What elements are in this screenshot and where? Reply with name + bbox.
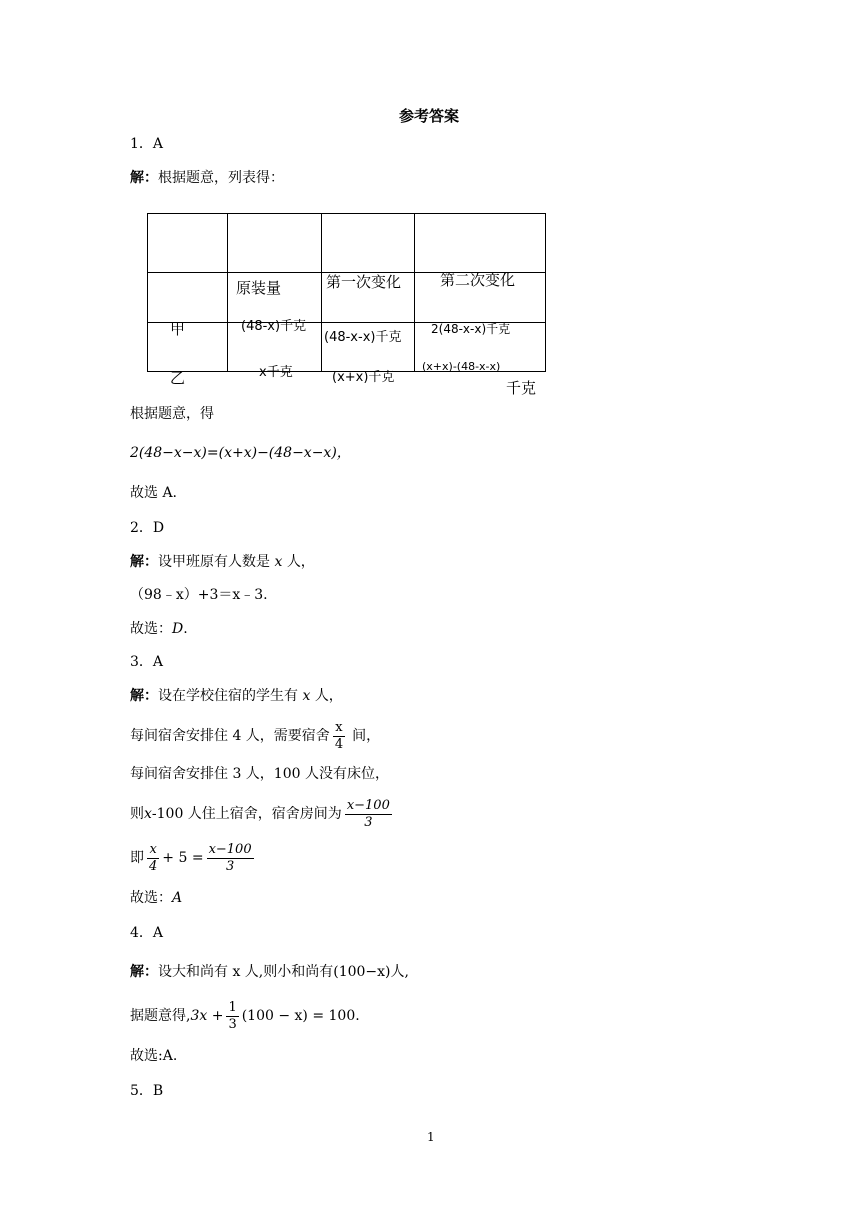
table-header-second-change: 第二次变化 bbox=[415, 214, 546, 273]
table-row-yi-label: 乙 bbox=[148, 323, 228, 372]
page-number: 1 bbox=[427, 1130, 435, 1144]
table-row-yi-original: x千克 bbox=[228, 323, 322, 372]
q2-equation: （98﹣x）+3＝x﹣3. bbox=[130, 587, 268, 603]
solution-label: 解： bbox=[130, 688, 158, 704]
table-header-empty bbox=[148, 214, 228, 273]
q3-line2: 每间宿舍安排住 4 人，需要宿舍 $\frac{x}{4}$ 间， bbox=[130, 719, 381, 752]
table-row-jia-first: (48-x-x)千克 bbox=[322, 273, 415, 323]
q3-line4: 则 x -100 人住上宿舍，宿舍房间为 $\frac{x-100}{3}$ bbox=[130, 797, 390, 830]
table-header-original: 原装量 bbox=[228, 214, 322, 273]
q3-solution: 解：设在学校住宿的学生有 x 人， bbox=[130, 688, 343, 704]
q1-equation: 2(48−x−x)=(x+x)−(48−x−x)， bbox=[130, 445, 351, 461]
solution-text: 根据题意，列表得： bbox=[158, 170, 284, 186]
q4-solution: 解：设大和尚有 x 人,则小和尚有(100−x)人, bbox=[130, 964, 409, 980]
table-row-jia-second: 2(48-x-x)千克 bbox=[415, 273, 546, 323]
table-row-yi-second: (x+x)-(48-x-x) 千克 bbox=[415, 323, 546, 372]
q1-answer: 1．A bbox=[130, 136, 164, 152]
fraction-room-count: $\frac{x-100}{3}$ bbox=[346, 797, 390, 830]
q1-choice: 故选 A. bbox=[130, 485, 178, 501]
q5-answer: 5．B bbox=[130, 1083, 164, 1099]
q4-answer: 4．A bbox=[130, 925, 164, 941]
solution-label: 解： bbox=[130, 554, 158, 570]
table-row-yi-first: (x+x)千克 bbox=[322, 323, 415, 372]
table-row-jia-original: (48-x)千克 bbox=[228, 273, 322, 323]
q1-solution bbox=[130, 168, 284, 188]
table-row-jia-label: 甲 bbox=[148, 273, 228, 323]
table-header-first-change: 第一次变化 bbox=[322, 214, 415, 273]
fraction-x-over-4: $\frac{x}{4}$ bbox=[334, 719, 344, 752]
q4-line2: 据题意得, 3x + $\frac{1}{3}$ (100 − x) = 100. bbox=[130, 999, 360, 1032]
page-title: 参考答案 bbox=[399, 107, 460, 125]
solution-label: 解： bbox=[130, 964, 158, 980]
q3-answer: 3．A bbox=[130, 654, 164, 670]
q3-choice: 故选：A bbox=[130, 890, 183, 906]
q2-solution: 解：设甲班原有人数是 x 人， bbox=[130, 554, 315, 570]
q3-line3: 每间宿舍安排住 3 人，100 人没有床位， bbox=[130, 766, 389, 782]
q4-choice: 故选:A. bbox=[130, 1048, 178, 1064]
q2-answer: 2．D bbox=[130, 520, 165, 536]
q3-line5: 即 $\frac{x}{4}$ + 5 = $\frac{x-100}{3}$ bbox=[130, 841, 252, 874]
solution-label: 解： bbox=[130, 170, 158, 186]
answer-table bbox=[147, 213, 546, 397]
q1-line-after: 根据题意，得 bbox=[130, 406, 214, 422]
q2-choice: 故选：D. bbox=[130, 621, 188, 637]
